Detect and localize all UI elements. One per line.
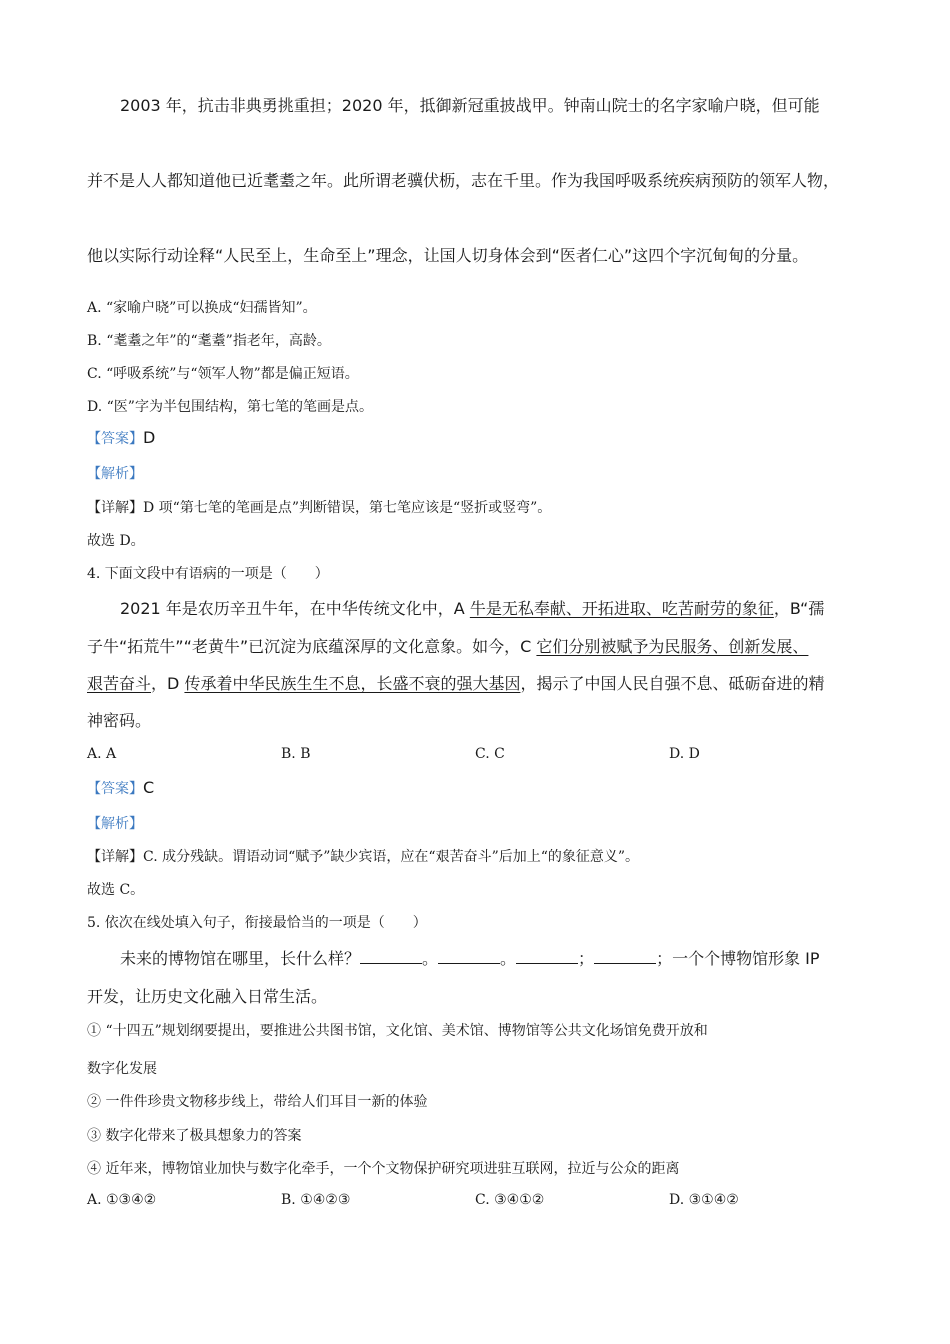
q3-analysis-tag: 【解析】 [87, 466, 143, 482]
q5-question: 5. 依次在线处填入句子，衔接最恰当的一项是（ ） [87, 915, 427, 931]
q4-conclusion: 故选 C。 [87, 882, 145, 898]
q3-conclusion: 故选 D。 [87, 533, 145, 549]
q4-text-segment: ，D [151, 674, 185, 693]
q4-option-b: B. B [281, 746, 311, 762]
q4-text-segment: 子牛“拓荒牛”“老黄牛”已沉淀为底蕴深厚的文化意象。如今，C [87, 637, 537, 656]
q5-sentence-1: ① “十四五”规划纲要提出，要推进公共图书馆，文化馆、美术馆、博物馆等公共文化场馆免费开放和 [87, 1023, 708, 1039]
q5-option-a: A. ①③④② [87, 1192, 157, 1208]
fill-blank-4 [594, 949, 656, 964]
q5-punct: 。 [422, 949, 439, 968]
answer-tag: 【答案】 [87, 431, 143, 447]
fill-blank-2 [438, 949, 500, 964]
fill-blank-1 [360, 949, 422, 964]
q3-option-a: A. “家喻户晓”可以换成“妇孺皆知”。 [87, 300, 317, 316]
q5-text-segment: ；一个个博物馆形象 IP [656, 949, 820, 968]
detail-tag: 【详解】 [87, 849, 143, 865]
q4-text-segment: 2021 年是农历辛丑牛年，在中华传统文化中，A [120, 599, 470, 618]
q4-text-segment: ，揭示了中国人民自强不息、砥砺奋进的精 [520, 674, 825, 693]
q5-sentence-4: ④ 近年来，博物馆业加快与数字化牵手，一个个文物保护研究项进驻互联网，拉近与公众的距离 [87, 1161, 680, 1177]
q4-passage-line-1 [120, 596, 824, 619]
q4-underline-c: 它们分别被赋予为民服务、创新发展、 [536, 637, 809, 656]
q5-text-segment: 未来的博物馆在哪里，长什么样？ [120, 949, 361, 968]
q4-underline-a: 牛是无私奉献、开拓进取、吃苦耐劳的象征 [469, 599, 774, 618]
detail-text: C. 成分残缺。谓语动词“赋予”缺少宾语，应在“艰苦奋斗”后加上“的象征意义”。 [143, 849, 640, 865]
q3-passage-line-1: 2003 年，抗击非典勇挑重担；2020 年，抵御新冠重披战甲。钟南山院士的名字家喻户晓，但可能 [120, 96, 820, 115]
q5-passage-line-2: 开发，让历史文化融入日常生活。 [87, 987, 328, 1006]
q4-passage-line-4: 神密码。 [87, 711, 152, 730]
q3-passage-line-2: 并不是人人都知道他已近耄耋之年。此所谓老骥伏枥，志在千里。作为我国呼吸系统疾病预防的领军人物， [87, 171, 840, 190]
q4-analysis-tag: 【解析】 [87, 816, 143, 832]
q5-sentence-2: ② 一件件珍贵文物移步线上，带给人们耳目一新的体验 [87, 1094, 428, 1110]
q5-passage-line-1 [120, 946, 820, 969]
answer-value: D [143, 428, 156, 447]
detail-tag: 【详解】 [87, 500, 143, 516]
q3-passage-line-3: 他以实际行动诠释“人民至上，生命至上”理念，让国人切身体会到“医者仁心”这四个字沉甸甸的分量。 [87, 246, 809, 265]
q4-question: 4. 下面文段中有语病的一项是（ ） [87, 566, 329, 582]
q4-option-d: D. D [669, 746, 700, 762]
q5-option-b: B. ①④②③ [281, 1192, 351, 1208]
q4-detail [87, 846, 639, 866]
detail-text: D 项“第七笔的笔画是点”判断错误，第七笔应该是“竖折或竖弯”。 [143, 500, 552, 516]
q4-passage-line-3 [87, 671, 824, 694]
q4-underline-d: 传承着中华民族生生不息，长盛不衰的强大基因 [184, 674, 521, 693]
q5-option-d: D. ③①④② [669, 1192, 739, 1208]
q5-punct: 。 [500, 949, 517, 968]
q3-detail [87, 497, 551, 517]
q5-sentence-3: ③ 数字化带来了极具想象力的答案 [87, 1128, 302, 1144]
q4-answer [87, 778, 154, 798]
q4-underline-c-cont: 艰苦奋斗 [87, 674, 152, 693]
q3-answer [87, 428, 155, 448]
q5-sentence-1-cont: 数字化发展 [87, 1061, 157, 1077]
q3-option-b: B. “耄耋之年”的“耄耋”指老年，高龄。 [87, 333, 331, 349]
fill-blank-3 [516, 949, 578, 964]
q4-passage-line-2 [87, 634, 808, 657]
q5-punct: ； [578, 949, 595, 968]
q5-option-c: C. ③④①② [475, 1192, 545, 1208]
answer-tag: 【答案】 [87, 781, 143, 797]
q3-option-c: C. “呼吸系统”与“领军人物”都是偏正短语。 [87, 366, 359, 382]
q4-option-a: A. A [87, 746, 117, 762]
q4-text-segment: ，B“孺 [773, 599, 825, 618]
q3-option-d: D. “医”字为半包围结构，第七笔的笔画是点。 [87, 399, 373, 415]
answer-value: C [143, 778, 155, 797]
q4-option-c: C. C [475, 746, 505, 762]
